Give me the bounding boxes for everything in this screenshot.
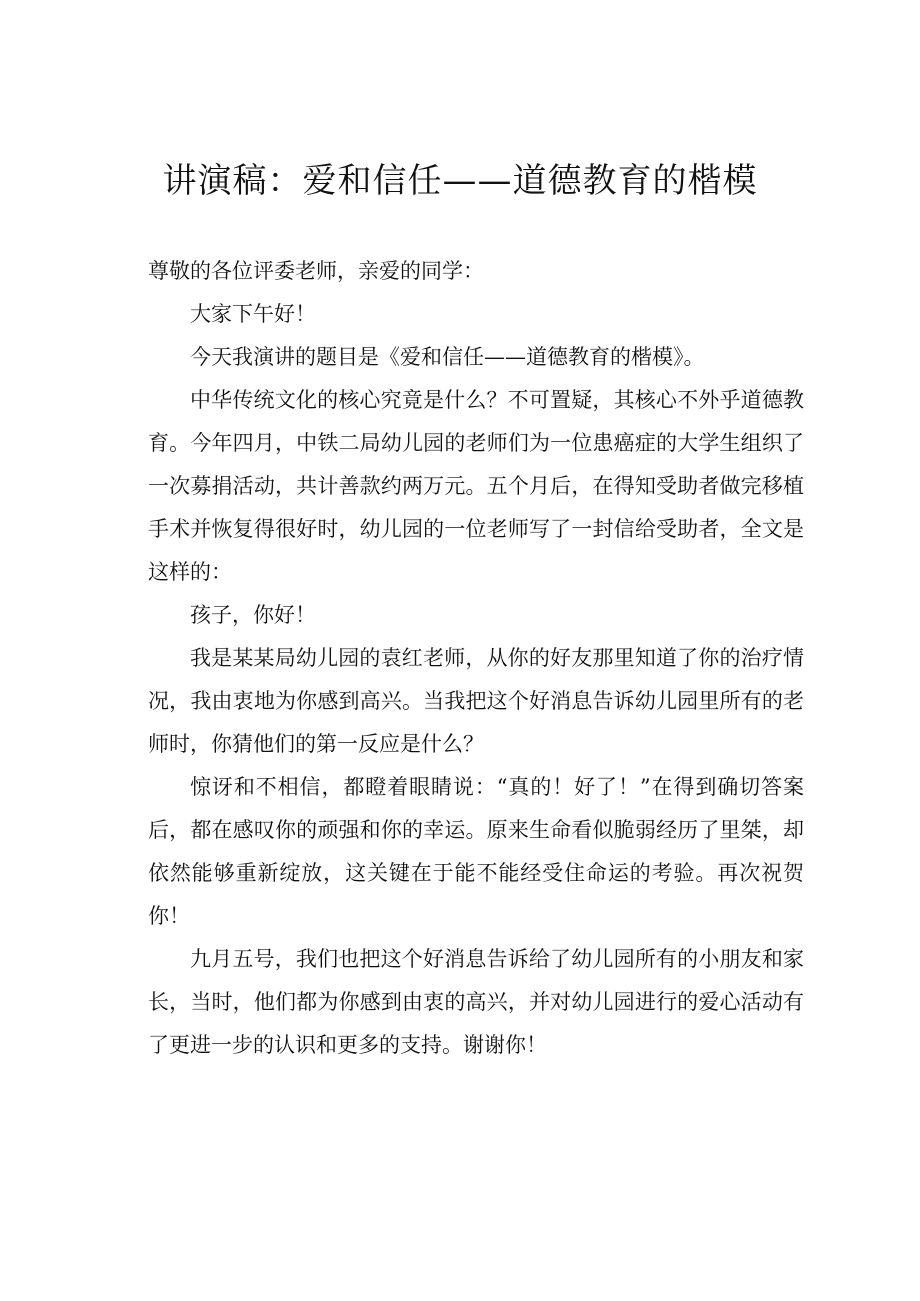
greeting-paragraph: 大家下午好！ [190,302,316,326]
letter-paragraph: 我是某某局幼儿园的袁红老师，从你的好友那里知道了你的治疗情况，我由衷地为你感到高兴。当我把这个好消息告诉幼儿园里所有的老师时，你猜他们的第一反应是什么？ [148,646,804,756]
document-body [148,250,804,1067]
closing-paragraph: 九月五号，我们也把这个好消息告诉给了幼儿园所有的小朋友和家长，当时，他们都为你感到由衷的高兴，并对幼儿园进行的爱心活动有了更进一步的认识和更多的支持。谢谢你！ [148,947,804,1057]
letter-greeting-paragraph: 孩子，你好！ [190,603,316,627]
salutation-paragraph: 尊敬的各位评委老师，亲爱的同学： [148,259,484,283]
document-title: 讲演稿：爱和信任——道德教育的楷模 [162,161,758,201]
body-paragraph: 中华传统文化的核心究竟是什么？不可置疑，其核心不外乎道德教育。今年四月，中铁二局幼儿园的老师们为一位患癌症的大学生组织了一次募捐活动，共计善款约两万元。五个月后，在得知受助者做完移植手术并恢复得很好时，幼儿园的一位老师写了一封信给受助者，全文是这样的： [148,388,804,584]
topic-paragraph: 今天我演讲的题目是《爱和信任——道德教育的楷模》。 [190,345,705,369]
letter-paragraph: 惊讶和不相信，都瞪着眼睛说：“真的！好了！”在得到确切答案后，都在感叹你的顽强和你的幸运。原来生命看似脆弱经历了里桀，却依然能够重新绽放，这关键在于能不能经受住命运的考验。再次祝贺你！ [148,775,804,928]
